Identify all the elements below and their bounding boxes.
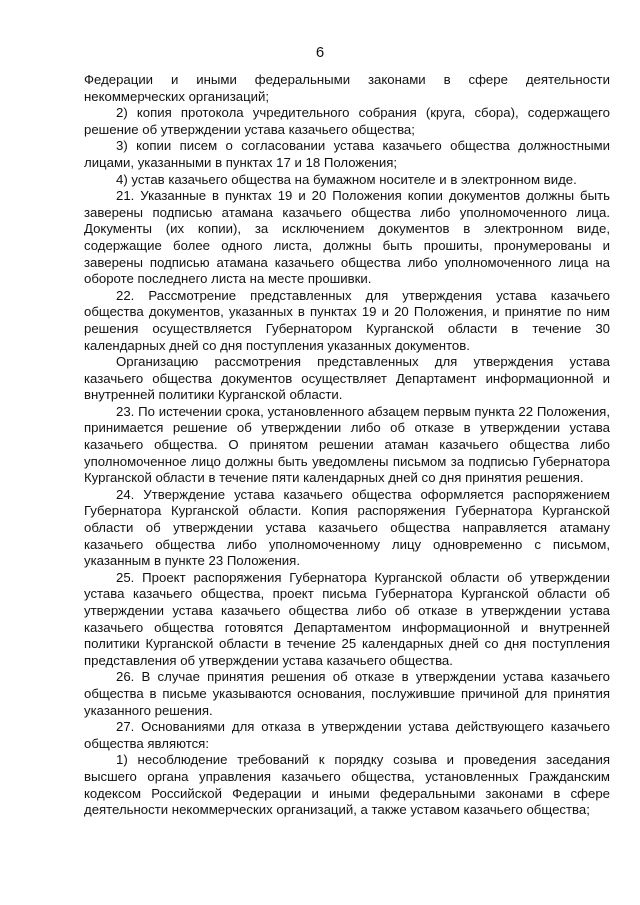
paragraph: 22. Рассмотрение представленных для утверждения устава казачьего общества документов, указанных в пунктах 19 и 20 Положения, и принятие по ним решения осуществляется Губернатором Курганской области в течение 30 календарных дней со дня поступления указанных документов. [84,287,610,353]
paragraph: 1) несоблюдение требований к порядку созыва и проведения заседания высшего органа управления казачьего общества, установленных Гражданским кодексом Российской Федерации и иными федеральными законами в сфере деятельности некоммерческих организаций, а также уставом казачьего общества; [84,752,610,818]
paragraph: 27. Основаниями для отказа в утверждении устава действующего казачьего общества являются: [84,719,610,751]
document-body [84,72,610,819]
paragraph: Федерации и иными федеральными законами в сфере деятельности некоммерческих организаций; [84,72,610,104]
paragraph: 25. Проект распоряжения Губернатора Курганской области об утверждении устава казачьего общества, проект письма Губернатора Курганской области об утверждении устава казачьего общества либо об отказе в утверждении устава казачьего общества готовятся Департаментом информационной и внутренней политики Курганской области в течение 25 календарных дней со дня поступления представления об утверждении устава казачьего общества. [84,569,610,668]
paragraph: 21. Указанные в пунктах 19 и 20 Положения копии документов должны быть заверены подписью атамана казачьего общества либо уполномоченного лица. Документы (их копии), за исключением документов в электронном виде, содержащие более одного листа, должны быть прошиты, пронумерованы и заверены подписью атамана казачьего общества либо уполномоченного лица на обороте последнего листа на месте прошивки. [84,188,610,287]
paragraph: 4) устав казачьего общества на бумажном носителе и в электронном виде. [116,171,577,187]
paragraph: Организацию рассмотрения представленных для утверждения устава казачьего общества документов осуществляет Департамент информационной и внутренней политики Курганской области. [84,354,610,403]
page-number: 6 [315,44,325,61]
paragraph: 3) копии писем о согласовании устава казачьего общества должностными лицами, указанными в пунктах 17 и 18 Положения; [84,138,610,170]
paragraph: 24. Утверждение устава казачьего общества оформляется распоряжением Губернатора Курганской области. Копия распоряжения Губернатора Курганской области об утверждении устава казачьего общества направляется атаману казачьего общества либо уполномоченному лицу одновременно с письмом, указанным в пункте 23 Положения. [84,486,610,569]
paragraph: 26. В случае принятия решения об отказе в утверждении устава казачьего общества в письме указываются основания, послужившие причиной для принятия указанного решения. [84,669,610,718]
paragraph: 2) копия протокола учредительного собрания (круга, сбора), содержащего решение об утверждении устава казачьего общества; [84,105,610,137]
paragraph: 23. По истечении срока, установленного абзацем первым пункта 22 Положения, принимается решение об утверждении либо об отказе в утверждении устава казачьего общества. О принятом решении атаман казачьего общества либо уполномоченное лицо должны быть уведомлены письмом за подписью Губернатора Курганской области в течение пяти календарных дней со дня принятия решения. [84,403,610,486]
